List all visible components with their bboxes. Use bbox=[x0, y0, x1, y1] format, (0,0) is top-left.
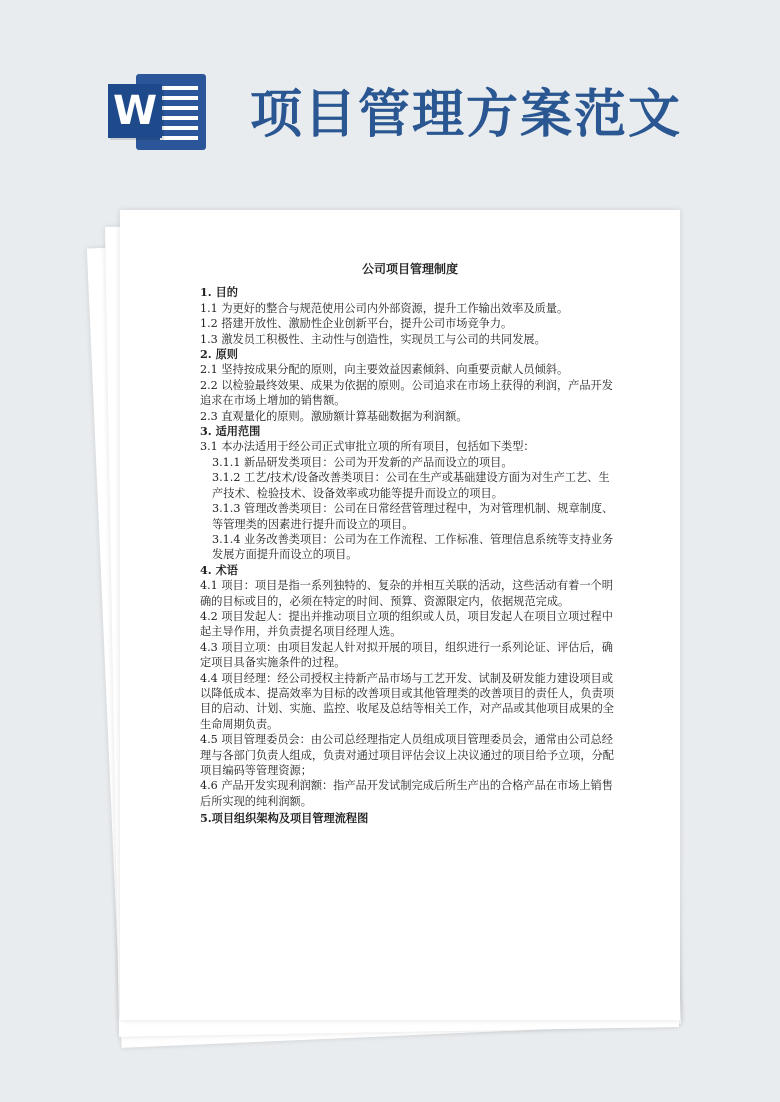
header bbox=[0, 0, 780, 200]
paragraph: 4.4 项目经理：经公司授权主持新产品市场与工艺开发、试制及研发能力建设项目或以降低成本、提高效率为目标的改善项目或其他管理类的改善项目的责任人，负责项目的启动、计划、实施、监控、收尾及总结等相关工作，对产品或其他项目成果的全生命周期负责。 bbox=[200, 671, 614, 731]
section-heading: 2. 原则 bbox=[200, 347, 238, 362]
paragraph: 4.2 项目发起人：提出并推动项目立项的组织或人员，项目发起人在项目立项过程中起主导作用，并负责提名项目经理人选。 bbox=[200, 609, 613, 639]
paragraph: 4.1 项目：项目是指一系列独特的、复杂的并相互关联的活动，这些活动有着一个明确的目标或目的，必须在特定的时间、预算、资源限定内，依据规范完成。 bbox=[200, 579, 613, 608]
paragraph: 2.2 以检验最终效果、成果为依据的原则。公司追求在市场上获得的利润，产品开发追求在市场上增加的销售额。 bbox=[200, 378, 613, 408]
paragraph: 4.6 产品开发实现利润额：指产品开发试制完成后所生产出的合格产品在市场上销售后所实现的纯利润额。 bbox=[200, 779, 613, 808]
paragraph: 1.1 为更好的整合与规范使用公司内外部资源，提升工作输出效率及质量。 bbox=[200, 301, 569, 315]
paragraph: 2.1 坚持按成果分配的原则，向主要效益因素倾斜、向重要贡献人员倾斜。 bbox=[200, 363, 569, 377]
section-heading: 1. 目的 bbox=[200, 285, 238, 300]
document-lines bbox=[200, 285, 620, 826]
section-heading: 4. 术语 bbox=[200, 562, 238, 577]
paragraph: 3.1 本办法适用于经公司正式审批立项的所有项目，包括如下类型： bbox=[200, 440, 535, 454]
paragraph: 3.1.4 业务改善类项目：公司为在工作流程、工作标准、管理信息系统等支持业务发展方面提升而设立的项目。 bbox=[212, 532, 614, 562]
document-title: 公司项目管理制度 bbox=[361, 262, 458, 276]
paragraph: 3.1.1 新品研发类项目：公司为开发新的产品而设立的项目。 bbox=[212, 455, 513, 469]
word-logo-letter: W bbox=[108, 84, 162, 138]
section-heading: 3. 适用范围 bbox=[200, 424, 261, 439]
word-icon bbox=[108, 70, 208, 154]
section-heading: 5.项目组织架构及项目管理流程图 bbox=[200, 811, 369, 826]
paragraph: 1.2 搭建开放性、激励性企业创新平台，提升公司市场竞争力。 bbox=[200, 317, 513, 331]
paragraph: 1.3 激发员工积极性、主动性与创造性，实现员工与公司的共同发展。 bbox=[200, 332, 546, 346]
paragraph: 3.1.2 工艺/技术/设备改善类项目：公司在生产或基础建设方面为对生产工艺、生产技术、检验技术、设备效率或功能等提升而设立的项目。 bbox=[212, 471, 610, 500]
document-body bbox=[200, 262, 620, 827]
paragraph: 2.3 直观量化的原则。激励额计算基础数据为利润额。 bbox=[200, 409, 468, 423]
paragraph: 3.1.3 管理改善类项目：公司在日常经营管理过程中，为对管理机制、规章制度、等管理类的因素进行提升而设立的项目。 bbox=[212, 502, 614, 531]
paragraph: 4.5 项目管理委员会：由公司总经理指定人员组成项目管理委员会，通常由公司总经理与各部门负责人组成，负责对通过项目评估会议上决议通过的项目给予立项，分配项目编码等管理资源； bbox=[200, 733, 614, 777]
page-title: 项目管理方案范文 bbox=[250, 85, 683, 145]
paragraph: 4.3 项目立项：由项目发起人针对拟开展的项目，组织进行一系列论证、评估后，确定项目具备实施条件的过程。 bbox=[200, 640, 613, 670]
